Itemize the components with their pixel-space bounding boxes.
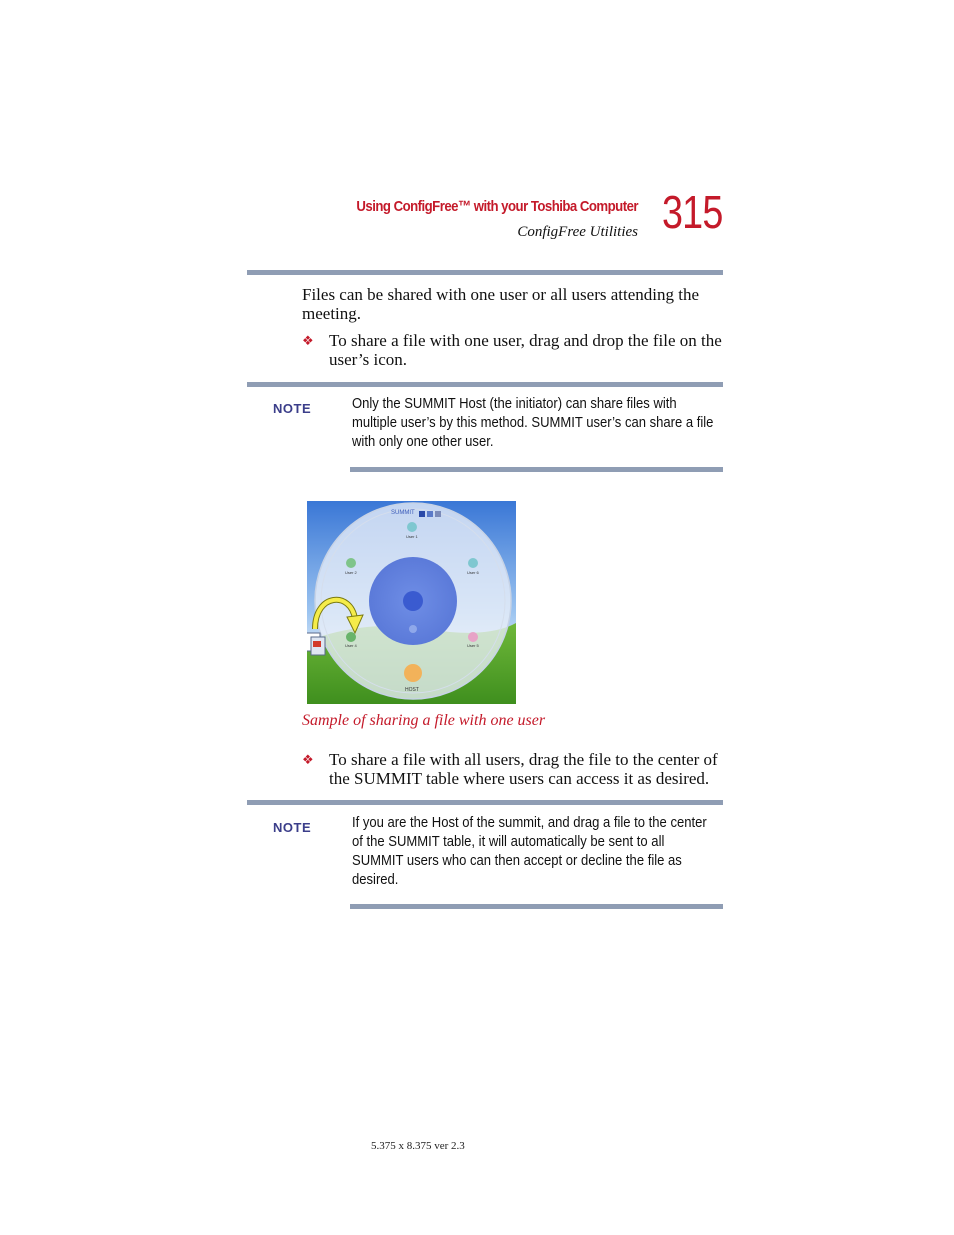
note-bottom-rule	[350, 467, 723, 472]
user-label: User 4	[345, 643, 357, 648]
version-footer: 5.375 x 8.375 ver 2.3	[371, 1140, 465, 1152]
bullet-icon: ❖	[302, 333, 314, 348]
user-label: User 5	[467, 643, 479, 648]
note-top-rule	[247, 800, 723, 805]
figure-caption: Sample of sharing a file with one user	[302, 712, 546, 729]
section-title: ConfigFree Utilities	[517, 224, 638, 240]
note-top-rule	[247, 382, 723, 387]
page-number: 315	[662, 186, 723, 238]
user-label: User 1	[406, 534, 418, 539]
note-bottom-rule	[350, 904, 723, 909]
bullet-icon: ❖	[302, 752, 314, 767]
note-label: NOTE	[273, 820, 312, 835]
chapter-title: Using ConfigFree™ with your Toshiba Computer	[356, 198, 638, 215]
note-text: Only the SUMMIT Host (the initiator) can share files with multiple user’s by this method. SUMMIT user’s can share a file with only one other user.	[352, 395, 714, 450]
host-label: HOST	[405, 687, 419, 693]
bullet-text-all-users: To share a file with all users, drag the file to the center of the SUMMIT table where users can access it as desired.	[329, 750, 718, 788]
user-label: User 2	[345, 570, 357, 575]
note-label: NOTE	[273, 401, 312, 416]
summit-screenshot	[307, 501, 516, 704]
intro-paragraph: Files can be shared with one user or all users attending the meeting.	[302, 285, 700, 323]
user-label: User 6	[467, 570, 479, 575]
note-text: If you are the Host of the summit, and drag a file to the center of the SUMMIT table, it will automatically be sent to all SUMMIT users who can then accept or decline the file as desired.	[352, 814, 707, 888]
summit-label: SUMMIT	[391, 510, 415, 516]
bullet-text-one-user: To share a file with one user, drag and drop the file on the user’s icon.	[329, 331, 722, 369]
header-rule	[247, 270, 723, 275]
